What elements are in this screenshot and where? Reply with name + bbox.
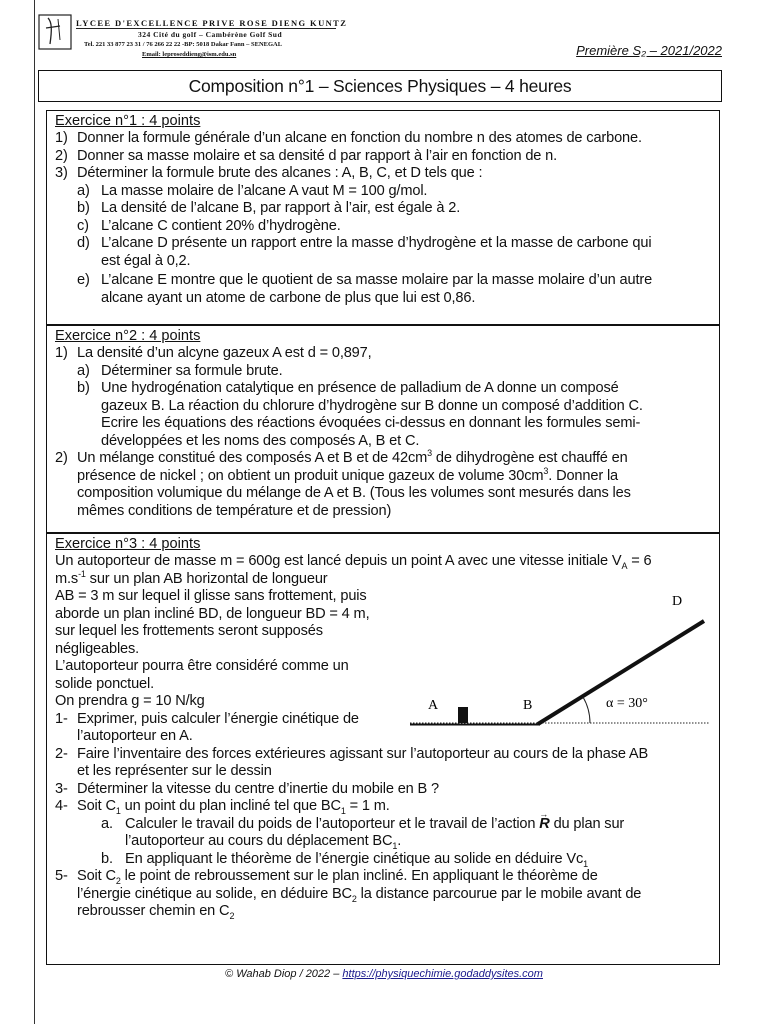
school-email: Email: leproseddieng@ism.edu.sn	[142, 51, 237, 58]
sub-question: a. Calculer le travail du poids de l’autoporteur et le travail de l’action → R du plan sur l’autoporteur au cours du déplacement $BC_1$.	[55, 816, 711, 851]
sub-question: b) La densité de l’alcane B, par rapport à l’air, est égale à 2.	[77, 200, 461, 216]
sub-question: b. En appliquant le théorème de l’énergie cinétique au solide en déduire $Vc_1$	[101, 850, 589, 869]
sub-question: c) L’alcane C contient 20% d’hydrogène.	[77, 217, 341, 234]
exercise-3-title: Exercice n°3 : 4 points	[55, 536, 201, 552]
intro-line: aborde un plan incliné BD, de longueur BD = 4 m,	[55, 605, 370, 622]
label-a: A	[428, 698, 439, 713]
label-d: D	[672, 594, 683, 609]
sub-question: a) Déterminer sa formule brute.	[77, 362, 283, 379]
school-logo	[38, 14, 72, 50]
intro-line: Un autoporteur de masse m = 600g est lancé depuis un point A avec une vitesse initiale $V_A = 6$	[55, 553, 652, 571]
question: 5- Soit $C_2$ le point de rebroussement sur le plan incliné. En appliquant le théorème de l’énergie cinétique au solide, en déduire $BC_2$ la distance parcourue par le mobile avant de rebrousser chemin en $C_2$	[55, 868, 642, 921]
footer-link[interactable]: https://physiquechimie.godaddysites.com	[342, 968, 543, 980]
question: 1) Donner la formule générale d’un alcane en fonction du nombre n des atomes de carbone.	[55, 130, 642, 146]
sub-question: b) Une hydrogénation catalytique en présence de palladium de A donne un composé gazeux B. La réaction du chlorure d’hydrogène sur B donne un composé d’addition C. Ecrire les équations des réactions évoquées ci-dessus en donnant les formules semi- développées et les noms des composés A, B et C.	[77, 380, 643, 449]
question: 1- Exprimer, puis calculer l’énergie cinétique de l’autoporteur en A.	[55, 710, 359, 744]
question: 3- Déterminer la vitesse du centre d’inertie du mobile en B ?	[55, 780, 440, 797]
margin-line	[34, 0, 35, 1024]
footer	[0, 968, 768, 980]
sub-question: e) L’alcane E montre que le quotient de sa masse molaire par la masse molaire d’un autre alcane ayant un atome de carbone de plus que lui est 0,86.	[77, 272, 653, 306]
label-b: B	[523, 698, 533, 713]
school-address: 324 Cité du golf – Cambérène Golf Sud	[138, 30, 283, 39]
class-year: Première S₂ – 2021/2022	[576, 43, 722, 58]
school-rule	[76, 28, 336, 29]
angle-arc	[583, 697, 590, 723]
school-contact: Tel. 221 33 877 23 31 / 76 266 22 22 -BP: 5018 Dakar Fann – SENEGAL	[84, 41, 283, 48]
question: 3) Déterminer la formule brute des alcanes : A, B, C, et D tels que :	[55, 165, 483, 181]
autoporteur-block	[458, 707, 468, 723]
angle-label: α = 30°	[606, 696, 648, 711]
exercise-2-title: Exercice n°2 : 4 points	[55, 328, 201, 344]
question: 2- Faire l’inventaire des forces extérieures agissant sur l’autoporteur au cours de la phase AB et les représenter sur le dessin	[55, 745, 649, 779]
intro-line: négligeables.	[55, 640, 140, 657]
exam-title: Composition n°1 – Sciences Physiques – 4 heures	[38, 70, 722, 102]
intro-line: $m.s^{-1}$ sur un plan AB horizontal de longueur	[55, 568, 328, 587]
question: 1) La densité d’un alcyne gazeux A est d = 0,897,	[55, 345, 372, 361]
question: 2) Un mélange constitué des composés A et B et de $42cm^3$ de dihydrogène est chauffé en présence de nickel ; on obtient un produit unique gazeux de volume $30cm^3$. Donner la composition volumique du mélange de A et B. (Tous les volumes sont mesurés dans les mêmes conditions de température et de pression)	[55, 448, 631, 519]
intro-line: AB = 3 m sur lequel il glisse sans frottement, puis	[55, 588, 367, 604]
footer-author: © Wahab Diop / 2022 –	[225, 968, 343, 980]
intro-line: solide ponctuel.	[55, 675, 155, 692]
intro-line: On prendra g = 10 N/kg	[55, 693, 205, 709]
exercise-2	[46, 325, 720, 533]
school-name: LYCEE D'EXCELLENCE PRIVE ROSE DIENG KUNTZ	[76, 18, 348, 28]
intro-line: sur lequel les frottements seront supposés	[55, 623, 323, 639]
sub-question: a) La masse molaire de l’alcane A vaut M = 100 g/mol.	[77, 182, 428, 199]
question: 4- Soit $C_1$ un point du plan incliné tel que $BC_1 = 1$ m.	[55, 798, 390, 816]
question: 2) Donner sa masse molaire et sa densité d par rapport à l’air en fonction de n.	[55, 147, 558, 164]
sub-question: d) L’alcane D présente un rapport entre la masse d’hydrogène et la masse de carbone qui est égal à 0,2.	[77, 235, 652, 269]
inclined-plane-figure	[410, 585, 720, 735]
exercise-1	[46, 110, 720, 325]
intro-line: L’autoporteur pourra être considéré comme un	[55, 658, 349, 674]
exercise-1-title: Exercice n°1 : 4 points	[55, 113, 201, 129]
